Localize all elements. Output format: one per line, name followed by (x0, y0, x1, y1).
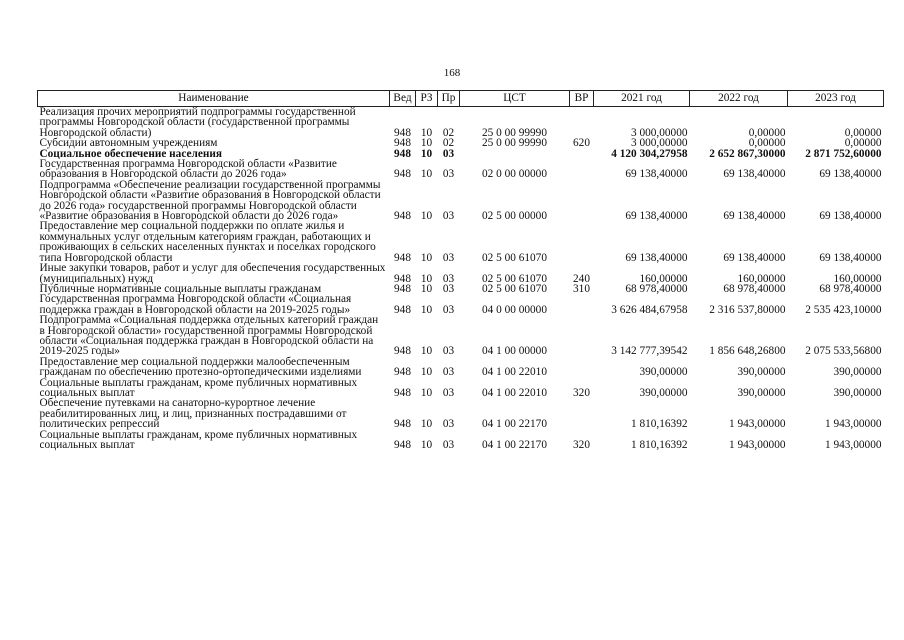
row-name: Государственная программа Новгородской области «Развитие образования в Новгородской области до 2026 года» (39, 158, 337, 181)
row-name: Подпрограмма «Обеспечение реализации государственной программы Новгородской области «Развитие образования в Новгородской области до 2026 года» государственной программы Новгородской области «Развитие образования в Новгородской области до 2026 года» (39, 178, 381, 223)
row-amount-2023: 2 075 533,56800 (805, 345, 882, 358)
row-amount-2022: 390,00000 (737, 386, 786, 399)
column-header-ved: Вед (390, 91, 416, 107)
column-header-2021: 2021 год (594, 91, 690, 107)
row-name: Социальное обеспечение населения (39, 147, 222, 160)
row-ved: 948 (394, 439, 411, 451)
row-cst: 02 5 00 61070 (482, 251, 547, 264)
row-ved: 948 (394, 251, 411, 264)
row-rz: 10 (420, 439, 433, 451)
row-vr: 320 (573, 439, 590, 451)
row-amount-2021: 69 138,40000 (625, 168, 688, 181)
row-cst: 02 5 00 00000 (482, 210, 547, 223)
row-pr: 03 (442, 168, 455, 181)
row-rz: 10 (420, 272, 433, 285)
row-amount-2021: 69 138,40000 (625, 251, 688, 264)
row-amount-2022: 0,00000 (748, 126, 786, 139)
column-header-name: Наименование (38, 91, 390, 107)
row-pr: 03 (442, 345, 455, 358)
column-header-cst: ЦСТ (460, 91, 570, 107)
row-amount-2023: 160,00000 (833, 272, 882, 285)
row-amount-2021: 69 138,40000 (625, 210, 688, 223)
table-row (38, 398, 884, 429)
row-pr: 03 (442, 251, 455, 264)
row-name: Предоставление мер социальной поддержки малообеспеченным гражданам по обеспечению протезно-ортопедическими изделиями (39, 355, 362, 379)
table-row (38, 159, 884, 180)
row-amount-2023: 2 871 752,60000 (805, 147, 882, 160)
row-amount-2023: 390,00000 (833, 366, 882, 379)
row-vr (570, 221, 594, 263)
column-header-2022: 2022 год (690, 91, 788, 107)
row-amount-2022: 2 316 537,80000 (709, 303, 786, 316)
row-name: Подпрограмма «Социальная поддержка отдельных категорий граждан в Новгородской области» государственной программы Новгородской области «Социальная поддержка граждан в Новгородской области на 2019-2025 годы» (39, 314, 379, 358)
row-amount-2023: 69 138,40000 (819, 168, 882, 181)
row-vr (570, 357, 594, 378)
row-rz: 10 (420, 282, 433, 295)
column-header-2023: 2023 год (788, 91, 884, 107)
row-pr: 02 (442, 137, 455, 150)
row-rz: 10 (420, 147, 433, 160)
row-amount-2023: 390,00000 (833, 386, 882, 399)
row-pr: 03 (442, 418, 455, 431)
row-pr: 03 (442, 386, 455, 399)
row-rz: 10 (420, 126, 433, 139)
table-row (38, 180, 884, 222)
row-name: Обеспечение путевками на санаторно-курортное лечение реабилитированных лиц, и лиц, признанных пострадавшими от политических репрессий (39, 397, 347, 431)
table-row (38, 430, 884, 451)
row-amount-2023: 1 943,00000 (825, 439, 882, 451)
row-pr: 03 (442, 210, 455, 223)
row-pr: 03 (442, 272, 455, 285)
row-vr: 320 (573, 386, 590, 399)
row-pr: 02 (442, 126, 455, 139)
row-amount-2021: 3 000,00000 (631, 137, 688, 150)
row-cst: 04 1 00 22010 (482, 386, 547, 399)
row-rz: 10 (420, 251, 433, 264)
budget-table (37, 90, 884, 450)
row-cst: 04 1 00 22010 (482, 366, 547, 379)
row-ved: 948 (394, 418, 411, 431)
row-amount-2021: 68 978,40000 (625, 282, 688, 295)
row-cst: 04 1 00 22170 (482, 439, 547, 451)
row-rz: 10 (420, 137, 433, 150)
row-ved: 948 (394, 272, 411, 285)
row-name: Реализация прочих мероприятий подпрограммы государственной программы Новгородской области (государственной программы Новгородской области) (39, 106, 356, 139)
row-rz: 10 (420, 345, 433, 358)
row-name: Государственная программа Новгородской области «Социальная поддержка граждан в Новгородской области на 2019-2025 годы» (39, 293, 352, 316)
row-amount-2022: 160,00000 (737, 272, 786, 285)
row-vr (570, 107, 594, 139)
row-ved: 948 (394, 345, 411, 358)
row-cst: 02 0 00 00000 (482, 168, 547, 181)
row-ved: 948 (394, 303, 411, 316)
row-vr (570, 149, 594, 159)
row-amount-2021: 3 000,00000 (631, 126, 688, 139)
row-amount-2021: 390,00000 (639, 386, 688, 399)
table-row (38, 221, 884, 263)
row-vr (570, 159, 594, 180)
row-ved: 948 (394, 147, 411, 160)
row-amount-2022: 2 652 867,30000 (709, 147, 786, 160)
row-amount-2023: 69 138,40000 (819, 210, 882, 223)
row-amount-2023: 68 978,40000 (819, 282, 882, 295)
row-amount-2023: 0,00000 (844, 137, 882, 150)
row-cst: 25 0 00 99990 (482, 126, 547, 139)
row-vr (570, 180, 594, 222)
row-cst: 04 1 00 00000 (482, 345, 547, 358)
table-row (38, 315, 884, 357)
row-vr (570, 315, 594, 357)
row-amount-2022: 1 943,00000 (729, 439, 786, 451)
table-row (38, 294, 884, 315)
row-ved: 948 (394, 366, 411, 379)
row-cst: 02 5 00 61070 (482, 272, 547, 285)
row-amount-2021: 390,00000 (639, 366, 688, 379)
row-amount-2023: 2 535 423,10000 (805, 303, 882, 316)
row-amount-2023: 0,00000 (844, 126, 882, 139)
row-amount-2021: 3 142 777,39542 (611, 345, 688, 358)
row-amount-2022: 69 138,40000 (723, 251, 786, 264)
row-ved: 948 (394, 137, 411, 150)
row-pr: 03 (442, 282, 455, 295)
table-header-row (38, 91, 884, 107)
row-vr: 620 (573, 137, 590, 150)
row-amount-2022: 1 943,00000 (729, 418, 786, 431)
row-pr: 03 (442, 366, 455, 379)
row-amount-2021: 160,00000 (639, 272, 688, 285)
row-cst: 02 5 00 61070 (482, 282, 547, 295)
page-number: 168 (443, 67, 461, 79)
table-row (38, 357, 884, 378)
row-amount-2023: 69 138,40000 (819, 251, 882, 264)
row-ved: 948 (394, 168, 411, 181)
row-ved: 948 (394, 210, 411, 223)
row-amount-2021: 3 626 484,67958 (611, 303, 688, 316)
row-vr: 240 (573, 272, 590, 285)
row-rz: 10 (420, 386, 433, 399)
row-rz: 10 (420, 418, 433, 431)
row-cst: 04 1 00 22170 (482, 418, 547, 431)
row-name: Социальные выплаты гражданам, кроме публичных нормативных социальных выплат (39, 376, 358, 399)
table-row (38, 263, 884, 284)
row-name: Субсидии автономным учреждениям (39, 137, 218, 150)
row-amount-2022: 69 138,40000 (723, 168, 786, 181)
row-vr: 310 (573, 282, 590, 295)
row-name: Публичные нормативные социальные выплаты гражданам (39, 282, 322, 295)
table-row (38, 378, 884, 399)
row-rz: 10 (420, 303, 433, 316)
row-amount-2022: 390,00000 (737, 366, 786, 379)
row-amount-2021: 1 810,16392 (631, 418, 688, 431)
row-amount-2022: 0,00000 (748, 137, 786, 150)
row-vr (570, 398, 594, 429)
row-pr: 03 (442, 439, 455, 451)
row-name: Предоставление мер социальной поддержки по оплате жилья и коммунальных услуг отдельным категориям граждан, работающих и проживающих в сельских населенных пунктах и поселках городского типа Новгородской области (39, 220, 376, 264)
row-amount-2021: 4 120 304,27958 (611, 147, 688, 160)
table-body (38, 107, 884, 451)
row-pr: 03 (442, 147, 455, 160)
row-ved: 948 (394, 282, 411, 295)
row-amount-2023: 1 943,00000 (825, 418, 882, 431)
column-header-vr: ВР (570, 91, 594, 107)
row-amount-2022: 1 856 648,26800 (709, 345, 786, 358)
column-header-rz: РЗ (416, 91, 438, 107)
row-amount-2021: 1 810,16392 (631, 439, 688, 451)
row-ved: 948 (394, 386, 411, 399)
row-cst (460, 149, 570, 159)
row-rz: 10 (420, 210, 433, 223)
column-header-pr: Пр (438, 91, 460, 107)
row-amount-2022: 69 138,40000 (723, 210, 786, 223)
row-cst: 04 0 00 00000 (482, 303, 547, 316)
row-name: Иные закупки товаров, работ и услуг для обеспечения государственных (муниципальных) нужд (39, 262, 386, 285)
row-rz: 10 (420, 366, 433, 379)
row-rz: 10 (420, 168, 433, 181)
row-vr (570, 294, 594, 315)
row-pr: 03 (442, 303, 455, 316)
row-name: Социальные выплаты гражданам, кроме публичных нормативных социальных выплат (39, 428, 358, 451)
table-row (38, 107, 884, 139)
row-cst: 25 0 00 99990 (482, 137, 547, 150)
row-amount-2022: 68 978,40000 (723, 282, 786, 295)
row-ved: 948 (394, 126, 411, 139)
